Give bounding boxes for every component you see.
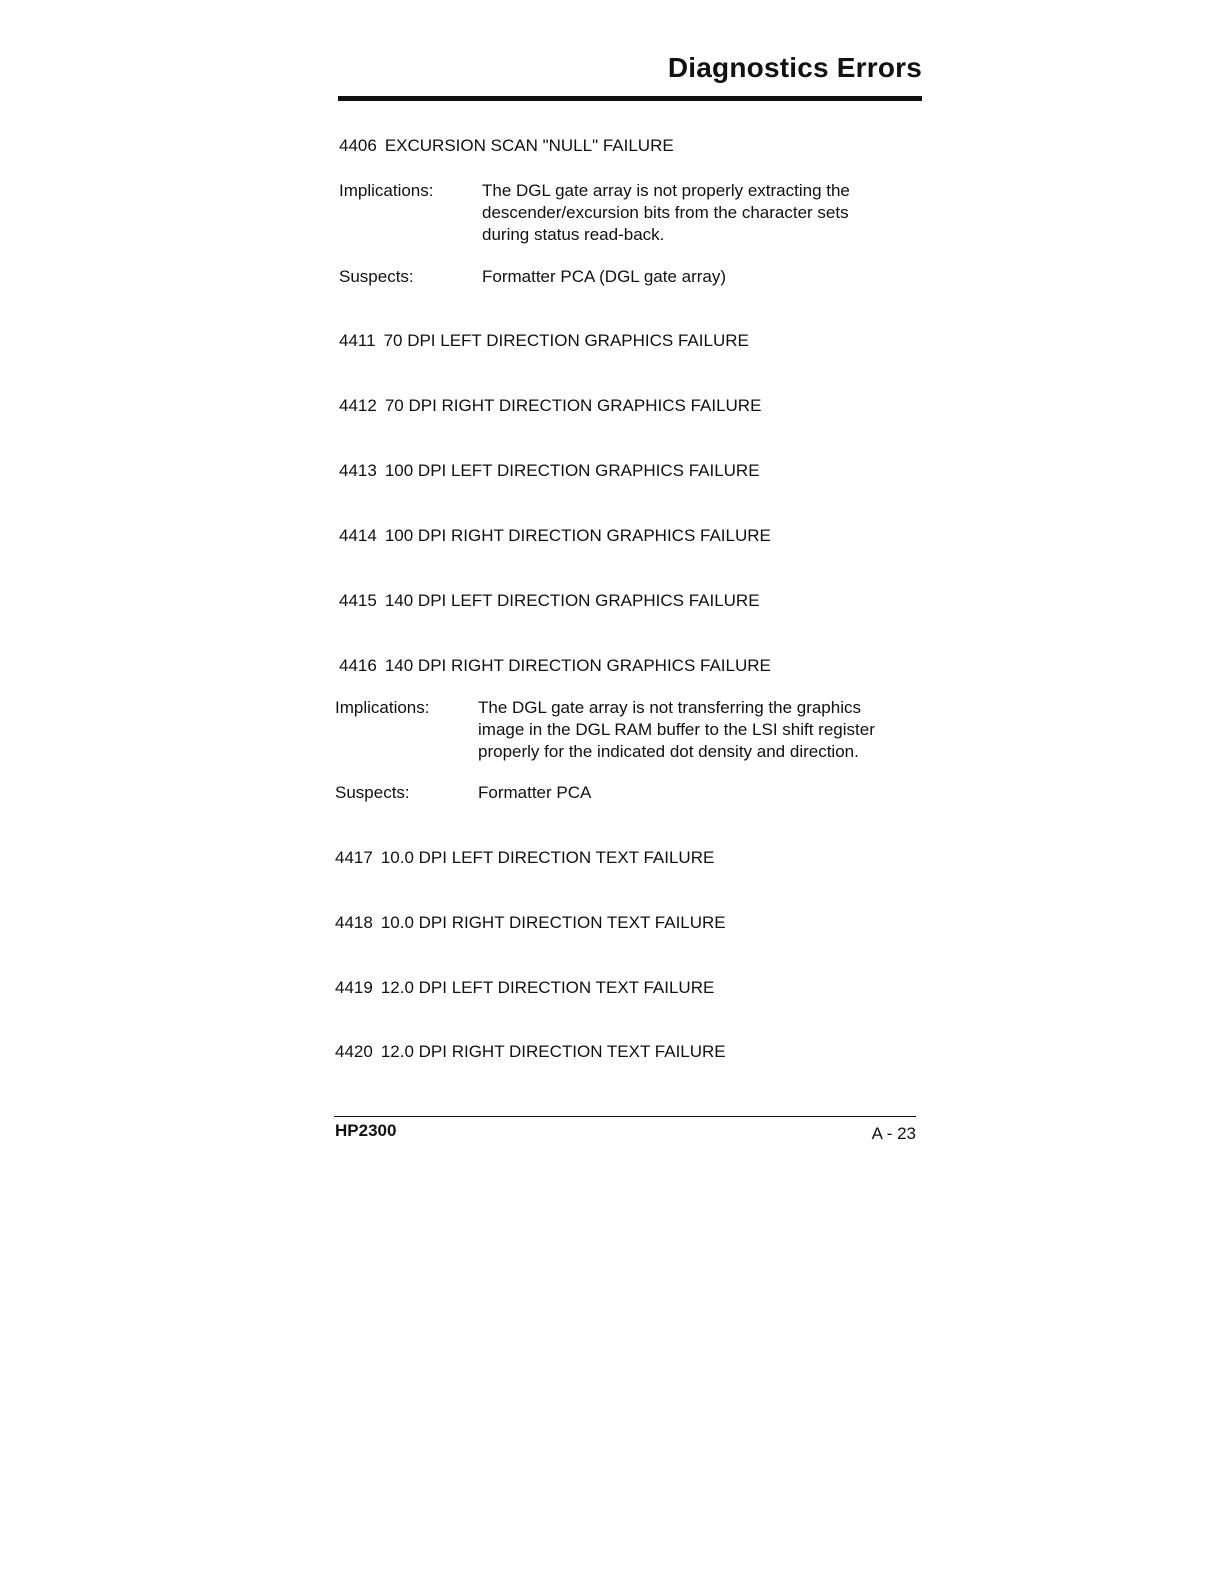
suspects-label: Suspects:: [339, 267, 414, 286]
page-title: Diagnostics Errors: [667, 52, 922, 83]
title-rule: [338, 96, 922, 101]
error-code: 4419: [335, 978, 373, 997]
error-entry-4406: [339, 134, 929, 288]
suspects-text: Formatter PCA (DGL gate array): [482, 267, 727, 286]
footer-page-number: A - 23: [871, 1124, 916, 1143]
error-code: 4418: [335, 913, 373, 932]
error-title: 70 DPI RIGHT DIRECTION GRAPHICS FAILURE: [384, 396, 762, 415]
error-title: 70 DPI LEFT DIRECTION GRAPHICS FAILURE: [383, 331, 749, 350]
suspects-text: Formatter PCA: [478, 783, 592, 802]
error-title: 10.0 DPI LEFT DIRECTION TEXT FAILURE: [380, 848, 715, 867]
implications-line: during status read-back.: [482, 225, 665, 244]
error-entry-4420: [335, 1040, 929, 1064]
error-title: 100 DPI RIGHT DIRECTION GRAPHICS FAILURE: [384, 526, 771, 545]
error-title: 140 DPI RIGHT DIRECTION GRAPHICS FAILURE: [384, 656, 771, 675]
footer-rule: [334, 1116, 916, 1117]
error-heading: [339, 329, 929, 353]
error-entry-4415: [339, 589, 929, 613]
error-code: 4412: [339, 396, 377, 415]
error-entry-4416: [335, 654, 929, 804]
error-entry-4419: [335, 976, 929, 1000]
error-title: 12.0 DPI RIGHT DIRECTION TEXT FAILURE: [380, 1042, 726, 1061]
implications-label: Implications:: [335, 698, 430, 717]
implications-line: The DGL gate array is not properly extracting the: [482, 181, 850, 200]
error-list: [335, 134, 929, 1064]
error-code: 4413: [339, 461, 377, 480]
error-heading: [335, 911, 929, 935]
implications-line: properly for the indicated dot density and direction.: [478, 742, 859, 761]
error-code: 4417: [335, 848, 373, 867]
error-entry-4414: [339, 524, 929, 548]
error-title: 140 DPI LEFT DIRECTION GRAPHICS FAILURE: [384, 591, 760, 610]
implications-text: [482, 180, 929, 246]
error-entry-4417: [335, 846, 929, 870]
implications-line: The DGL gate array is not transferring the graphics: [478, 698, 861, 717]
suspects-row: [339, 266, 929, 288]
error-title: 100 DPI LEFT DIRECTION GRAPHICS FAILURE: [384, 461, 760, 480]
implications-row: [335, 697, 929, 763]
implications-label: Implications:: [339, 181, 434, 200]
error-code: 4414: [339, 526, 377, 545]
error-entry-4411: [339, 329, 929, 353]
suspects-row: [335, 782, 929, 804]
error-heading: [339, 459, 929, 483]
error-heading: [339, 524, 929, 548]
error-entry-4412: [339, 394, 929, 418]
error-heading: [339, 394, 929, 418]
error-heading: [335, 976, 929, 1000]
error-heading: [339, 589, 929, 613]
error-heading: [339, 654, 929, 678]
error-code: 4416: [339, 656, 377, 675]
error-code: 4415: [339, 591, 377, 610]
error-entry-4413: [339, 459, 929, 483]
implications-text: [478, 697, 929, 763]
error-code: 4411: [339, 331, 376, 350]
error-heading: [335, 1040, 929, 1064]
error-title: 12.0 DPI LEFT DIRECTION TEXT FAILURE: [380, 978, 715, 997]
suspects-label: Suspects:: [335, 783, 410, 802]
error-heading: [335, 846, 929, 870]
implications-line: descender/excursion bits from the character sets: [482, 203, 849, 222]
error-title: 10.0 DPI RIGHT DIRECTION TEXT FAILURE: [380, 913, 726, 932]
implications-row: [339, 180, 929, 246]
error-code: 4406: [339, 136, 377, 155]
footer-model: HP2300: [335, 1121, 397, 1140]
error-code: 4420: [335, 1042, 373, 1061]
implications-line: image in the DGL RAM buffer to the LSI shift register: [478, 720, 875, 739]
error-entry-4418: [335, 911, 929, 935]
error-title: EXCURSION SCAN "NULL" FAILURE: [384, 136, 674, 155]
error-heading: [339, 134, 929, 158]
